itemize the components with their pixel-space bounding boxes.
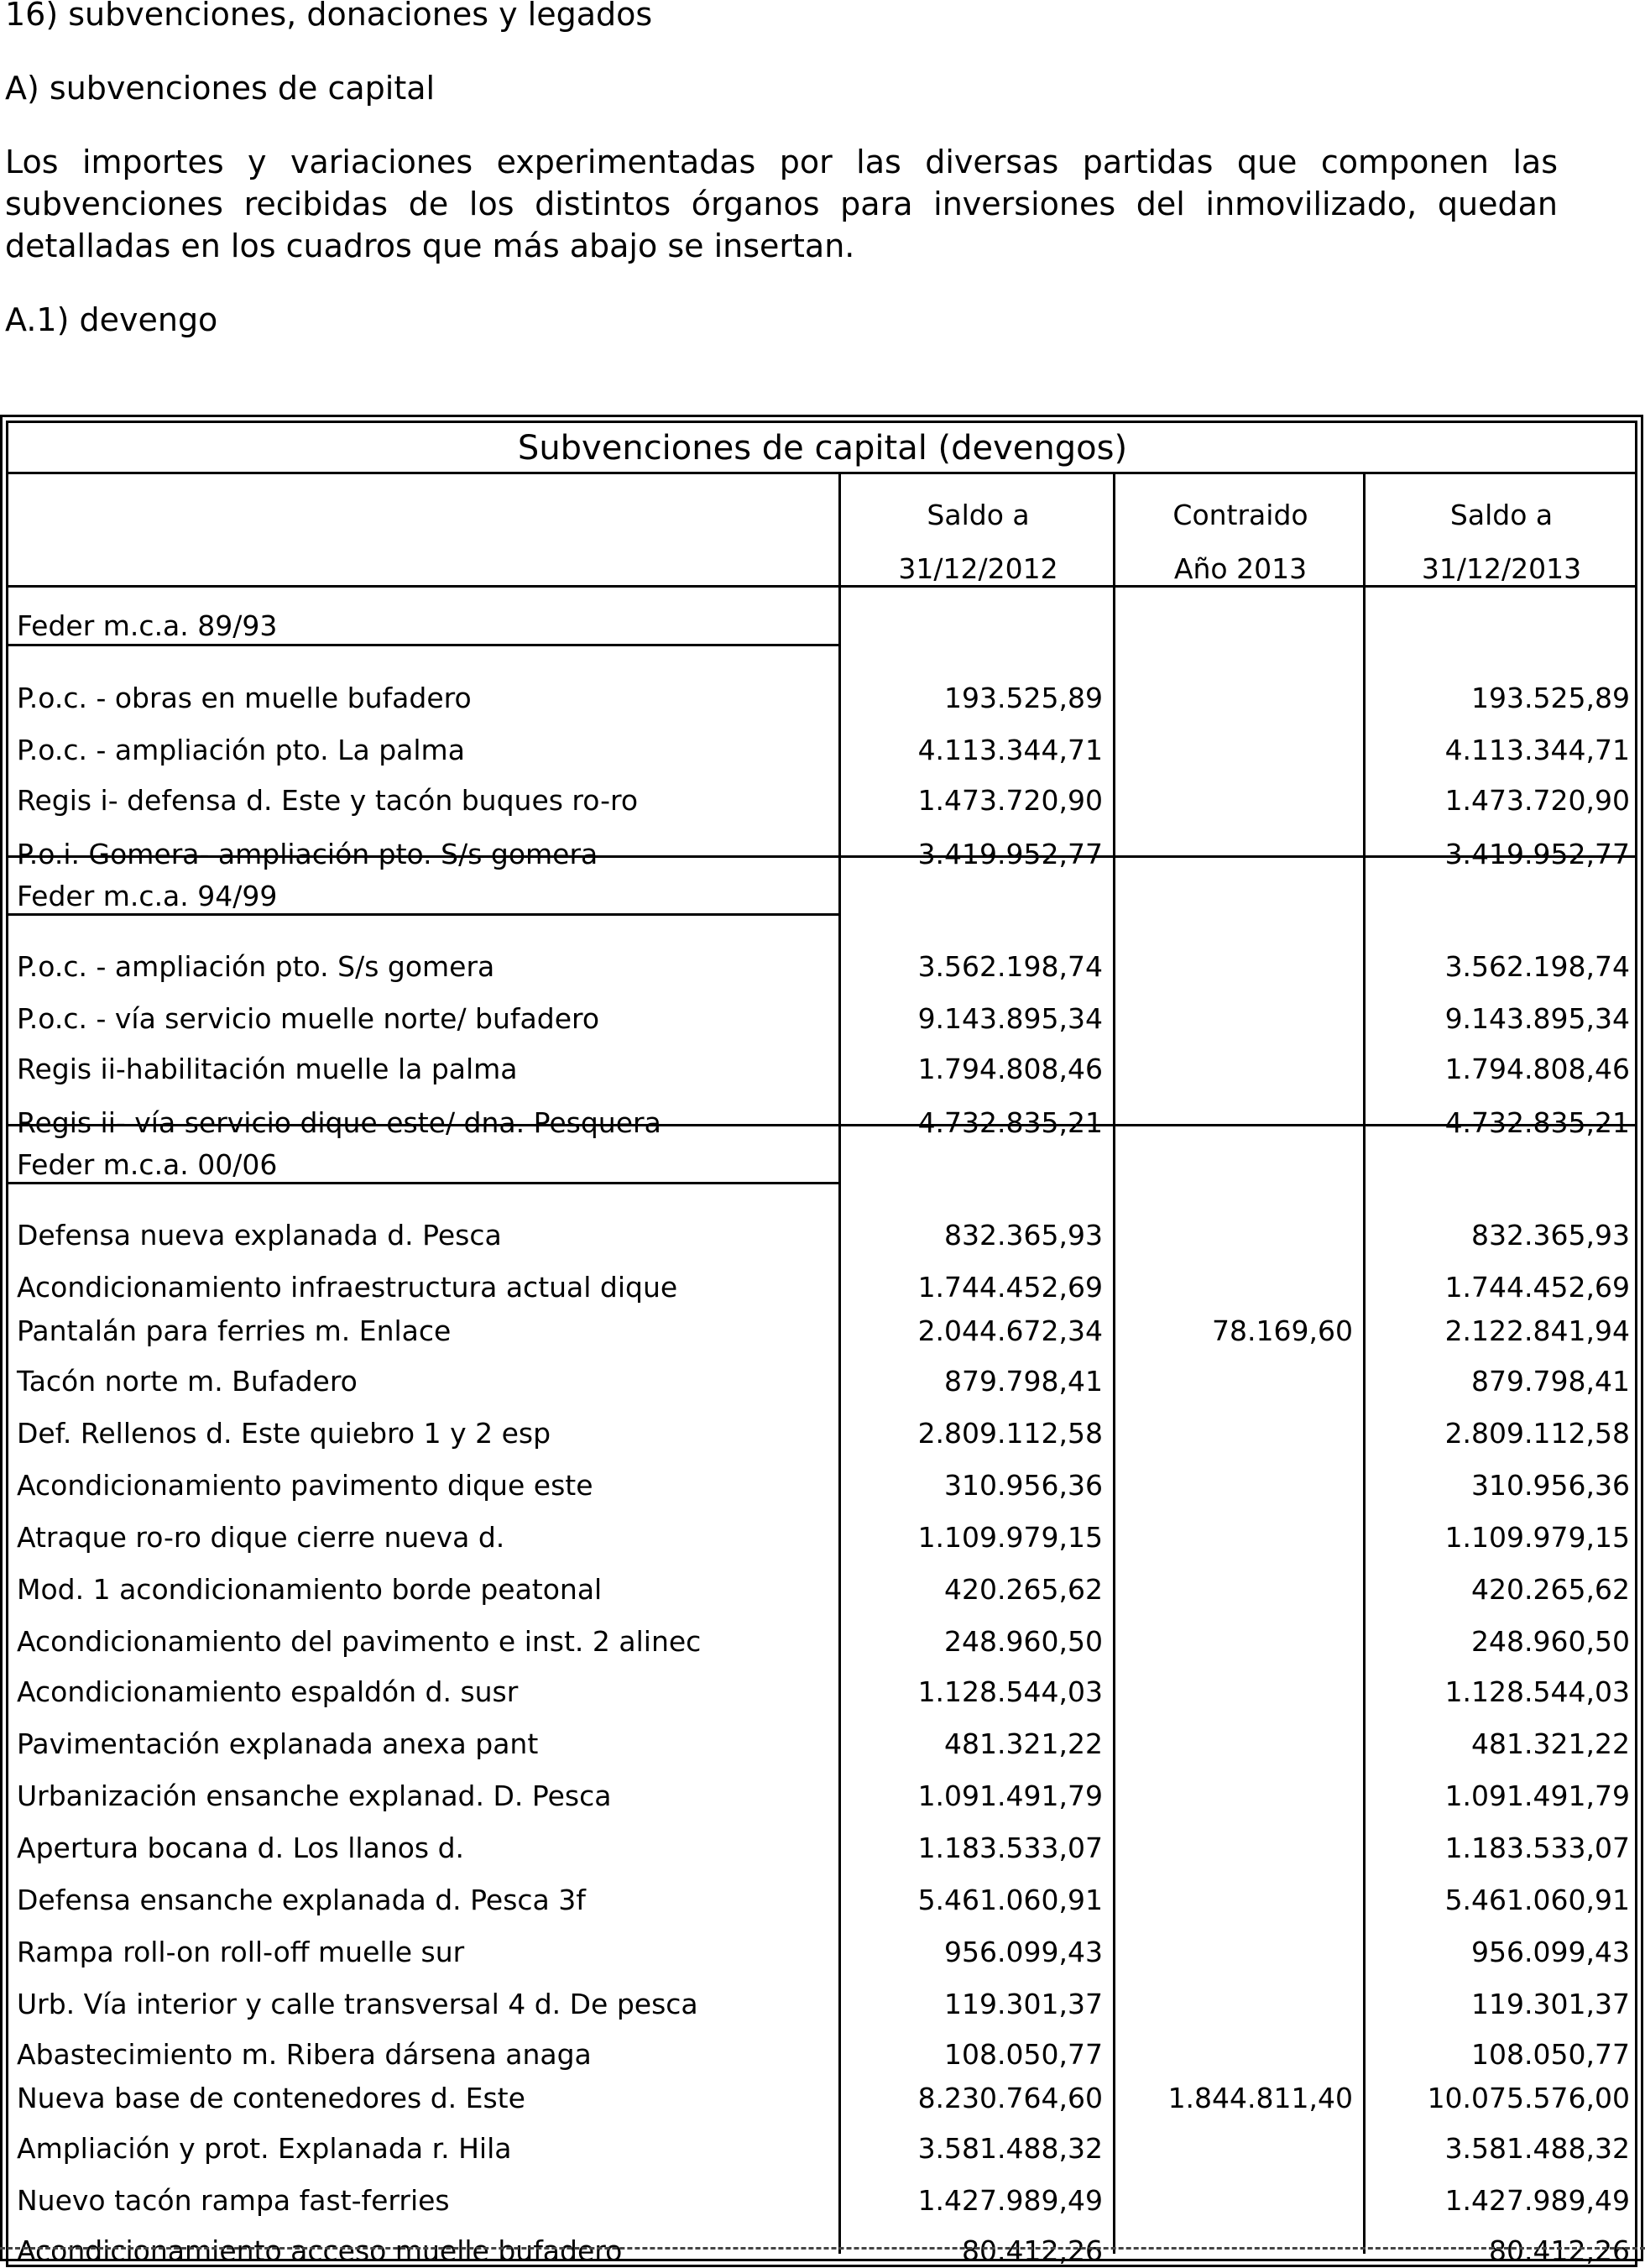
row-saldo-2013: 1.794.808,46 (1444, 1053, 1630, 1085)
row-saldo-2013: 1.109.979,15 (1444, 1521, 1630, 1554)
row-saldo-2013: 420.265,62 (1471, 1573, 1630, 1606)
row-saldo-2013: 832.365,93 (1471, 1219, 1630, 1252)
row-saldo-2012: 1.091.491,79 (917, 1779, 1103, 1812)
row-saldo-2013: 80.412,26 (1489, 2234, 1630, 2267)
row-saldo-2012: 1.744.452,69 (917, 1271, 1103, 1304)
row-saldo-2012: 119.301,37 (944, 1988, 1103, 2020)
row-saldo-2013: 3.562.198,74 (1444, 950, 1630, 983)
row-saldo-2012: 248.960,50 (944, 1625, 1103, 1658)
row-concept: Atraque ro-ro dique cierre nueva d. (17, 1521, 505, 1554)
intro-paragraph: Los importes y variaciones experimentadas por las diversas partidas que componen las subvenciones recibidas de los distintos órganos para inversiones del inmovilizado, quedan detalladas en los cuadros que más abajo se insertan. (5, 144, 1558, 264)
row-saldo-2012: 956.099,43 (944, 1936, 1103, 1968)
row-concept: Urbanización ensanche explanad. D. Pesca (17, 1779, 612, 1812)
row-saldo-2013: 1.128.544,03 (1444, 1675, 1630, 1708)
row-saldo-2012: 879.798,41 (944, 1365, 1103, 1398)
row-saldo-2013: 9.143.895,34 (1444, 1002, 1630, 1035)
row-concept: Acondicionamiento acceso muelle bufadero (17, 2234, 623, 2267)
row-saldo-2012: 193.525,89 (944, 682, 1103, 714)
row-saldo-2013: 956.099,43 (1471, 1936, 1630, 1968)
row-saldo-2012: 1.109.979,15 (917, 1521, 1103, 1554)
row-concept: Regis ii- vía servicio dique este/ dna. Pesquera (17, 1106, 661, 1139)
col-header-contraido-line2: Año 2013 (1173, 552, 1308, 585)
row-concept: P.o.i. Gomera- ampliación pto. S/s gomera (17, 838, 598, 870)
group-label-underline-2 (6, 913, 841, 916)
row-saldo-2013: 1.427.989,49 (1444, 2184, 1630, 2217)
row-concept: Defensa nueva explanada d. Pesca (17, 1219, 502, 1252)
row-concept: Urb. Vía interior y calle transversal 4 d. De pesca (17, 1988, 698, 2020)
subsection-a1-heading: A.1) devengo (5, 301, 218, 338)
row-concept: Pavimentación explanada anexa pant (17, 1727, 539, 1760)
row-saldo-2013: 2.809.112,58 (1444, 1417, 1630, 1450)
row-saldo-2012: 5.461.060,91 (917, 1884, 1103, 1916)
row-concept: P.o.c. - ampliación pto. La palma (17, 734, 465, 766)
col-header-saldo-2013-line2: 31/12/2013 (1421, 552, 1582, 585)
row-concept: P.o.c. - ampliación pto. S/s gomera (17, 950, 495, 983)
row-concept: Ampliación y prot. Explanada r. Hila (17, 2132, 512, 2165)
row-concept: P.o.c. - vía servicio muelle norte/ bufadero (17, 1002, 600, 1035)
row-concept: Pantalán para ferries m. Enlace (17, 1314, 452, 1347)
group-label: Feder m.c.a. 00/06 (17, 1148, 278, 1181)
row-concept: Rampa roll-on roll-off muelle sur (17, 1936, 465, 1968)
row-saldo-2012: 3.562.198,74 (917, 950, 1103, 983)
row-saldo-2012: 4.732.835,21 (917, 1106, 1103, 1139)
row-saldo-2013: 1.183.533,07 (1444, 1832, 1630, 1864)
row-concept: Defensa ensanche explanada d. Pesca 3f (17, 1884, 586, 1916)
row-concept: Abastecimiento m. Ribera dársena anaga (17, 2038, 592, 2071)
row-saldo-2013: 3.581.488,32 (1444, 2132, 1630, 2165)
row-concept: Regis i- defensa d. Este y tacón buques ro-ro (17, 784, 639, 817)
row-concept: Def. Rellenos d. Este quiebro 1 y 2 esp (17, 1417, 551, 1450)
row-concept: P.o.c. - obras en muelle bufadero (17, 682, 472, 714)
row-contraido-2013: 1.844.811,40 (1167, 2082, 1353, 2114)
col-header-saldo-2012-line1: Saldo a (927, 499, 1030, 531)
row-saldo-2012: 108.050,77 (944, 2038, 1103, 2071)
row-saldo-2013: 193.525,89 (1471, 682, 1630, 714)
row-saldo-2013: 10.075.576,00 (1427, 2082, 1630, 2114)
row-saldo-2013: 3.419.952,77 (1444, 838, 1630, 870)
row-saldo-2012: 1.427.989,49 (917, 2184, 1103, 2217)
row-saldo-2012: 2.044.672,34 (917, 1314, 1103, 1347)
row-concept: Acondicionamiento espaldón d. susr (17, 1675, 519, 1708)
row-saldo-2013: 310.956,36 (1471, 1469, 1630, 1502)
row-saldo-2012: 310.956,36 (944, 1469, 1103, 1502)
row-saldo-2013: 1.091.491,79 (1444, 1779, 1630, 1812)
row-concept: Tacón norte m. Bufadero (17, 1365, 358, 1398)
row-saldo-2012: 3.581.488,32 (917, 2132, 1103, 2165)
row-saldo-2013: 108.050,77 (1471, 2038, 1630, 2071)
row-saldo-2013: 481.321,22 (1471, 1727, 1630, 1760)
row-saldo-2012: 832.365,93 (944, 1219, 1103, 1252)
row-saldo-2013: 1.744.452,69 (1444, 1271, 1630, 1304)
row-concept: Regis ii-habilitación muelle la palma (17, 1053, 518, 1085)
row-saldo-2013: 248.960,50 (1471, 1625, 1630, 1658)
col-header-saldo-2013-line1: Saldo a (1449, 499, 1554, 531)
section-heading: 16) subvenciones, donaciones y legados (5, 0, 653, 33)
col-header-saldo-2012-line2: 31/12/2012 (898, 552, 1058, 585)
header-divider (6, 585, 1637, 588)
row-saldo-2012: 4.113.344,71 (917, 734, 1103, 766)
group-label: Feder m.c.a. 89/93 (17, 609, 278, 642)
row-saldo-2013: 1.473.720,90 (1444, 784, 1630, 817)
row-concept: Acondicionamiento pavimento dique este (17, 1469, 593, 1502)
row-saldo-2013: 4.113.344,71 (1444, 734, 1630, 766)
row-concept: Mod. 1 acondicionamiento borde peatonal (17, 1573, 603, 1606)
row-saldo-2012: 1.794.808,46 (917, 1053, 1103, 1085)
row-saldo-2012: 1.128.544,03 (917, 1675, 1103, 1708)
row-saldo-2013: 2.122.841,94 (1444, 1314, 1630, 1347)
row-saldo-2013: 5.461.060,91 (1444, 1884, 1630, 1916)
row-concept: Nueva base de contenedores d. Este (17, 2082, 525, 2114)
row-concept: Acondicionamiento del pavimento e inst. 2 alinec (17, 1625, 702, 1658)
row-saldo-2012: 8.230.764,60 (917, 2082, 1103, 2114)
row-saldo-2012: 9.143.895,34 (917, 1002, 1103, 1035)
group-label: Feder m.c.a. 94/99 (17, 880, 278, 912)
row-concept: Apertura bocana d. Los llanos d. (17, 1832, 465, 1864)
table-title: Subvenciones de capital (devengos) (517, 429, 1128, 468)
col-header-contraido-line1: Contraido (1172, 499, 1308, 531)
row-concept: Acondicionamiento infraestructura actual dique (17, 1271, 678, 1304)
row-saldo-2013: 879.798,41 (1471, 1365, 1630, 1398)
row-saldo-2013: 119.301,37 (1471, 1988, 1630, 2020)
row-saldo-2012: 420.265,62 (944, 1573, 1103, 1606)
subsection-heading: A) subvenciones de capital (5, 70, 436, 107)
group-label-underline-3 (6, 1182, 841, 1184)
column-divider-2 (1113, 474, 1115, 2254)
row-saldo-2012: 1.183.533,07 (917, 1832, 1103, 1864)
title-divider (6, 472, 1637, 474)
row-saldo-2012: 2.809.112,58 (917, 1417, 1103, 1450)
row-saldo-2012: 80.412,26 (962, 2234, 1103, 2267)
row-saldo-2013: 4.732.835,21 (1444, 1106, 1630, 1139)
row-saldo-2012: 1.473.720,90 (917, 784, 1103, 817)
group-label-underline-1 (6, 644, 841, 646)
row-saldo-2012: 481.321,22 (944, 1727, 1103, 1760)
row-contraido-2013: 78.169,60 (1212, 1314, 1353, 1347)
row-saldo-2012: 3.419.952,77 (917, 838, 1103, 870)
row-concept: Nuevo tacón rampa fast-ferries (17, 2184, 450, 2217)
